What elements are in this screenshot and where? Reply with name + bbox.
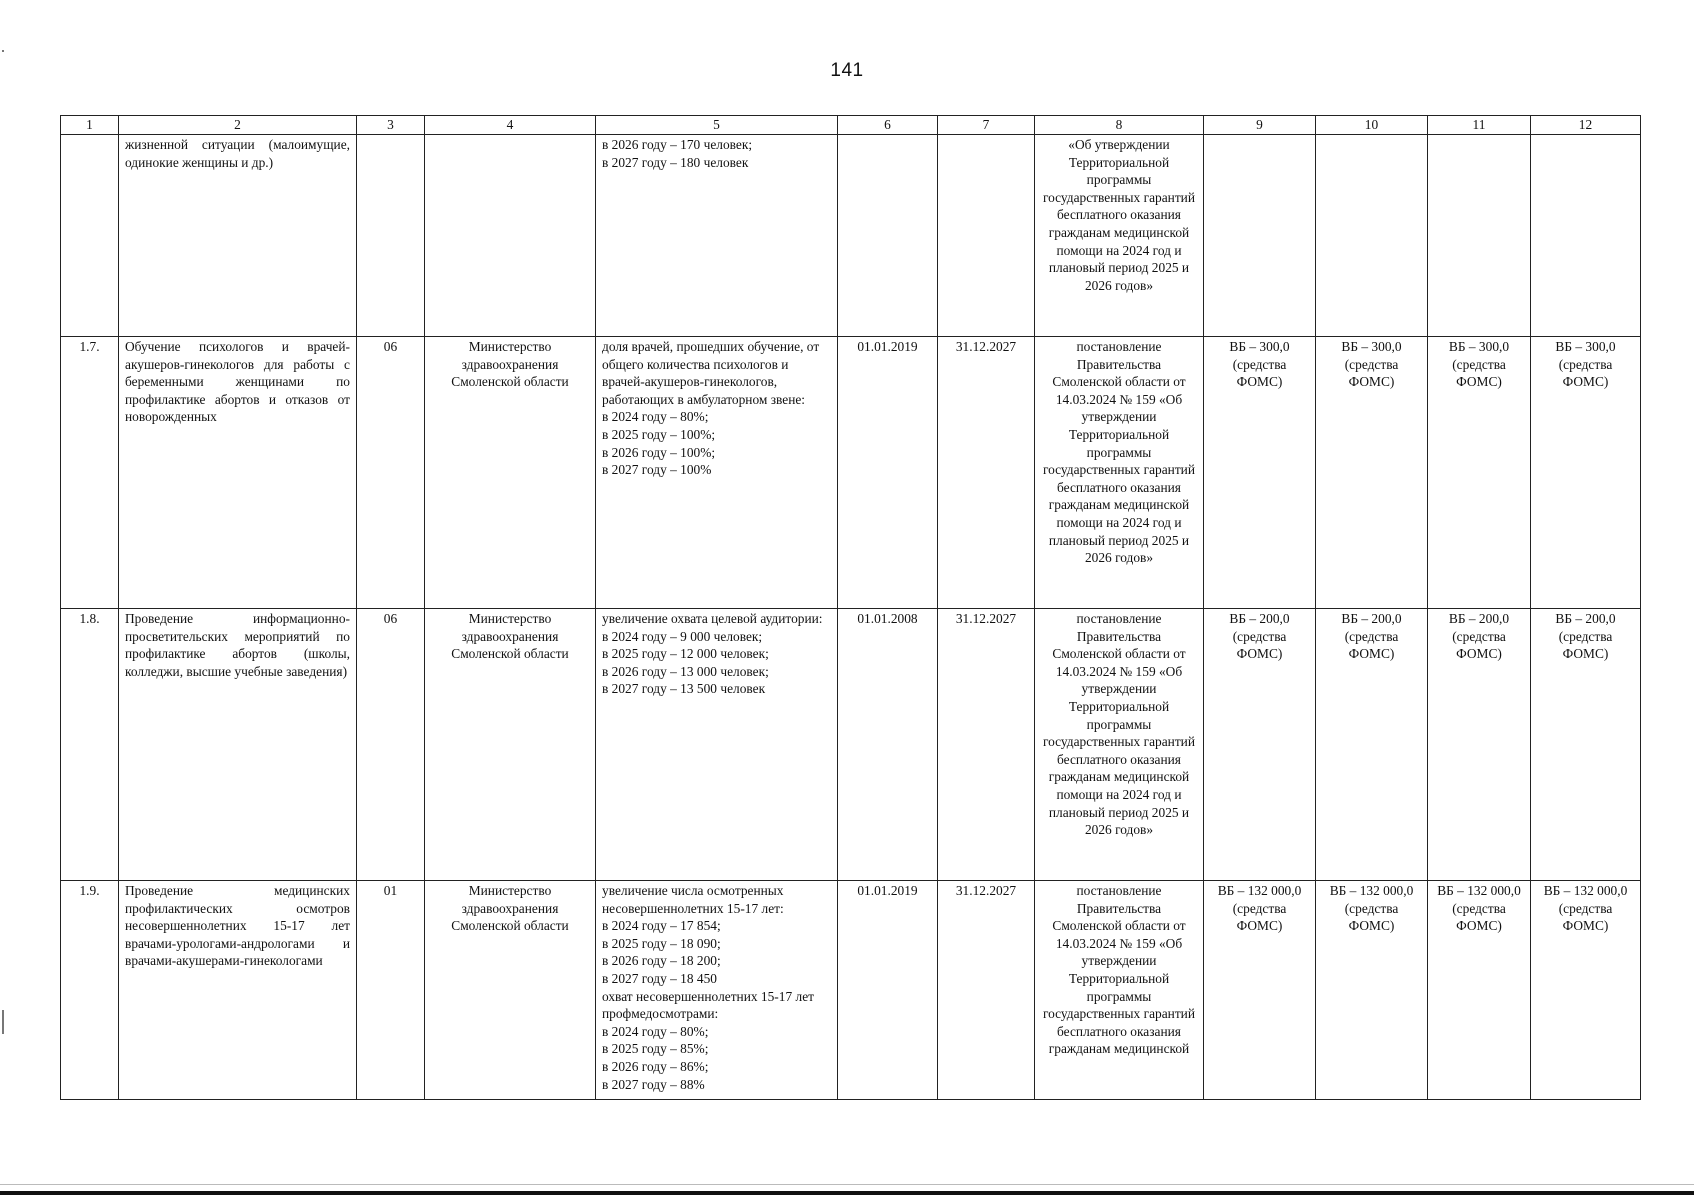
- program-code: 01: [357, 881, 425, 1100]
- end-date: 31.12.2027: [938, 609, 1035, 881]
- table-row: [61, 135, 1641, 337]
- start-date: 01.01.2019: [838, 337, 938, 609]
- measure-name: Проведение медицинских профилактических осмотров несовершеннолетних 15-17 лет врачами-урологами-андрологами и врачами-акушерами-гинекологами: [119, 881, 357, 1100]
- column-number: 12: [1531, 116, 1641, 135]
- responsible-executor: Министерство здравоохранения Смоленской области: [425, 881, 596, 1100]
- item-number: 1.9.: [61, 881, 119, 1100]
- responsible-executor: [425, 135, 596, 337]
- funding-col-12: ВБ – 200,0 (средства ФОМС): [1531, 609, 1641, 881]
- column-number: 3: [357, 116, 425, 135]
- measure-name: Обучение психологов и врачей-акушеров-гинекологов для работы с беременными женщинами по профилактике абортов и отказов от новорожденных: [119, 337, 357, 609]
- column-number: 8: [1035, 116, 1204, 135]
- end-date: 31.12.2027: [938, 337, 1035, 609]
- end-date: [938, 135, 1035, 337]
- funding-col-10: ВБ – 200,0 (средства ФОМС): [1316, 609, 1428, 881]
- funding-col-10: ВБ – 132 000,0 (средства ФОМС): [1316, 881, 1428, 1100]
- funding-col-11: ВБ – 200,0 (средства ФОМС): [1428, 609, 1531, 881]
- program-code: 06: [357, 609, 425, 881]
- start-date: 01.01.2019: [838, 881, 938, 1100]
- scan-edge-mark: [2, 50, 4, 52]
- measures-table: [60, 115, 1641, 1100]
- target-indicator: доля врачей, прошедших обучение, от общего количества психологов и врачей-акушеров-гинекологов, работающих в амбулаторном звене: в 2024 году – 80%; в 2025 году – 100%; в 2026 году – 100%; в 2027 году – 100%: [596, 337, 838, 609]
- responsible-executor: Министерство здравоохранения Смоленской области: [425, 337, 596, 609]
- legal-basis: постановление Правительства Смоленской области от 14.03.2024 № 159 «Об утверждении Территориальной программы государственных гарантий бесплатного оказания гражданам медицинской: [1035, 881, 1204, 1100]
- start-date: 01.01.2008: [838, 609, 938, 881]
- table-row: [61, 609, 1641, 881]
- funding-col-12: [1531, 135, 1641, 337]
- table-row: [61, 337, 1641, 609]
- column-number: 7: [938, 116, 1035, 135]
- column-number: 4: [425, 116, 596, 135]
- target-indicator: увеличение числа осмотренных несовершеннолетних 15-17 лет: в 2024 году – 17 854; в 2025 году – 18 090; в 2026 году – 18 200; в 2027 году – 18 450 охват несовершеннолетних 15-17 лет профмедосмотрами: в 2024 году – 80%; в 2025 году – 85%; в 2026 году – 86%; в 2027 году – 88%: [596, 881, 838, 1100]
- funding-col-9: [1204, 135, 1316, 337]
- column-number: 11: [1428, 116, 1531, 135]
- page-number: 141: [830, 60, 864, 81]
- funding-col-10: [1316, 135, 1428, 337]
- item-number: 1.7.: [61, 337, 119, 609]
- column-number: 6: [838, 116, 938, 135]
- program-code: 06: [357, 337, 425, 609]
- item-number: [61, 135, 119, 337]
- start-date: [838, 135, 938, 337]
- funding-col-11: ВБ – 300,0 (средства ФОМС): [1428, 337, 1531, 609]
- responsible-executor: Министерство здравоохранения Смоленской области: [425, 609, 596, 881]
- target-indicator: в 2026 году – 170 человек; в 2027 году – 180 человек: [596, 135, 838, 337]
- column-number: 5: [596, 116, 838, 135]
- target-indicator: увеличение охвата целевой аудитории: в 2024 году – 9 000 человек; в 2025 году – 12 000 человек; в 2026 году – 13 000 человек; в 2027 году – 13 500 человек: [596, 609, 838, 881]
- funding-col-9: ВБ – 200,0 (средства ФОМС): [1204, 609, 1316, 881]
- funding-col-9: ВБ – 300,0 (средства ФОМС): [1204, 337, 1316, 609]
- funding-col-12: ВБ – 300,0 (средства ФОМС): [1531, 337, 1641, 609]
- column-number: 2: [119, 116, 357, 135]
- funding-col-12: ВБ – 132 000,0 (средства ФОМС): [1531, 881, 1641, 1100]
- column-number: 1: [61, 116, 119, 135]
- funding-col-10: ВБ – 300,0 (средства ФОМС): [1316, 337, 1428, 609]
- measure-name: Проведение информационно-просветительских мероприятий по профилактике абортов (школы, колледжи, высшие учебные заведения): [119, 609, 357, 881]
- legal-basis: «Об утверждении Территориальной программы государственных гарантий бесплатного оказания гражданам медицинской помощи на 2024 год и плановый период 2025 и 2026 годов»: [1035, 135, 1204, 337]
- program-code: [357, 135, 425, 337]
- funding-col-9: ВБ – 132 000,0 (средства ФОМС): [1204, 881, 1316, 1100]
- end-date: 31.12.2027: [938, 881, 1035, 1100]
- column-number-header-row: [61, 116, 1641, 135]
- item-number: 1.8.: [61, 609, 119, 881]
- scan-border-line: [0, 1184, 1694, 1185]
- scan-edge-mark: [2, 1010, 4, 1034]
- legal-basis: постановление Правительства Смоленской области от 14.03.2024 № 159 «Об утверждении Территориальной программы государственных гарантий бесплатного оказания гражданам медицинской помощи на 2024 год и плановый период 2025 и 2026 годов»: [1035, 337, 1204, 609]
- funding-col-11: [1428, 135, 1531, 337]
- column-number: 10: [1316, 116, 1428, 135]
- column-number: 9: [1204, 116, 1316, 135]
- measure-name: жизненной ситуации (малоимущие, одинокие женщины и др.): [119, 135, 357, 337]
- funding-col-11: ВБ – 132 000,0 (средства ФОМС): [1428, 881, 1531, 1100]
- table-row: [61, 881, 1641, 1100]
- legal-basis: постановление Правительства Смоленской области от 14.03.2024 № 159 «Об утверждении Территориальной программы государственных гарантий бесплатного оказания гражданам медицинской помощи на 2024 год и плановый период 2025 и 2026 годов»: [1035, 609, 1204, 881]
- scan-border-line: [0, 1191, 1694, 1195]
